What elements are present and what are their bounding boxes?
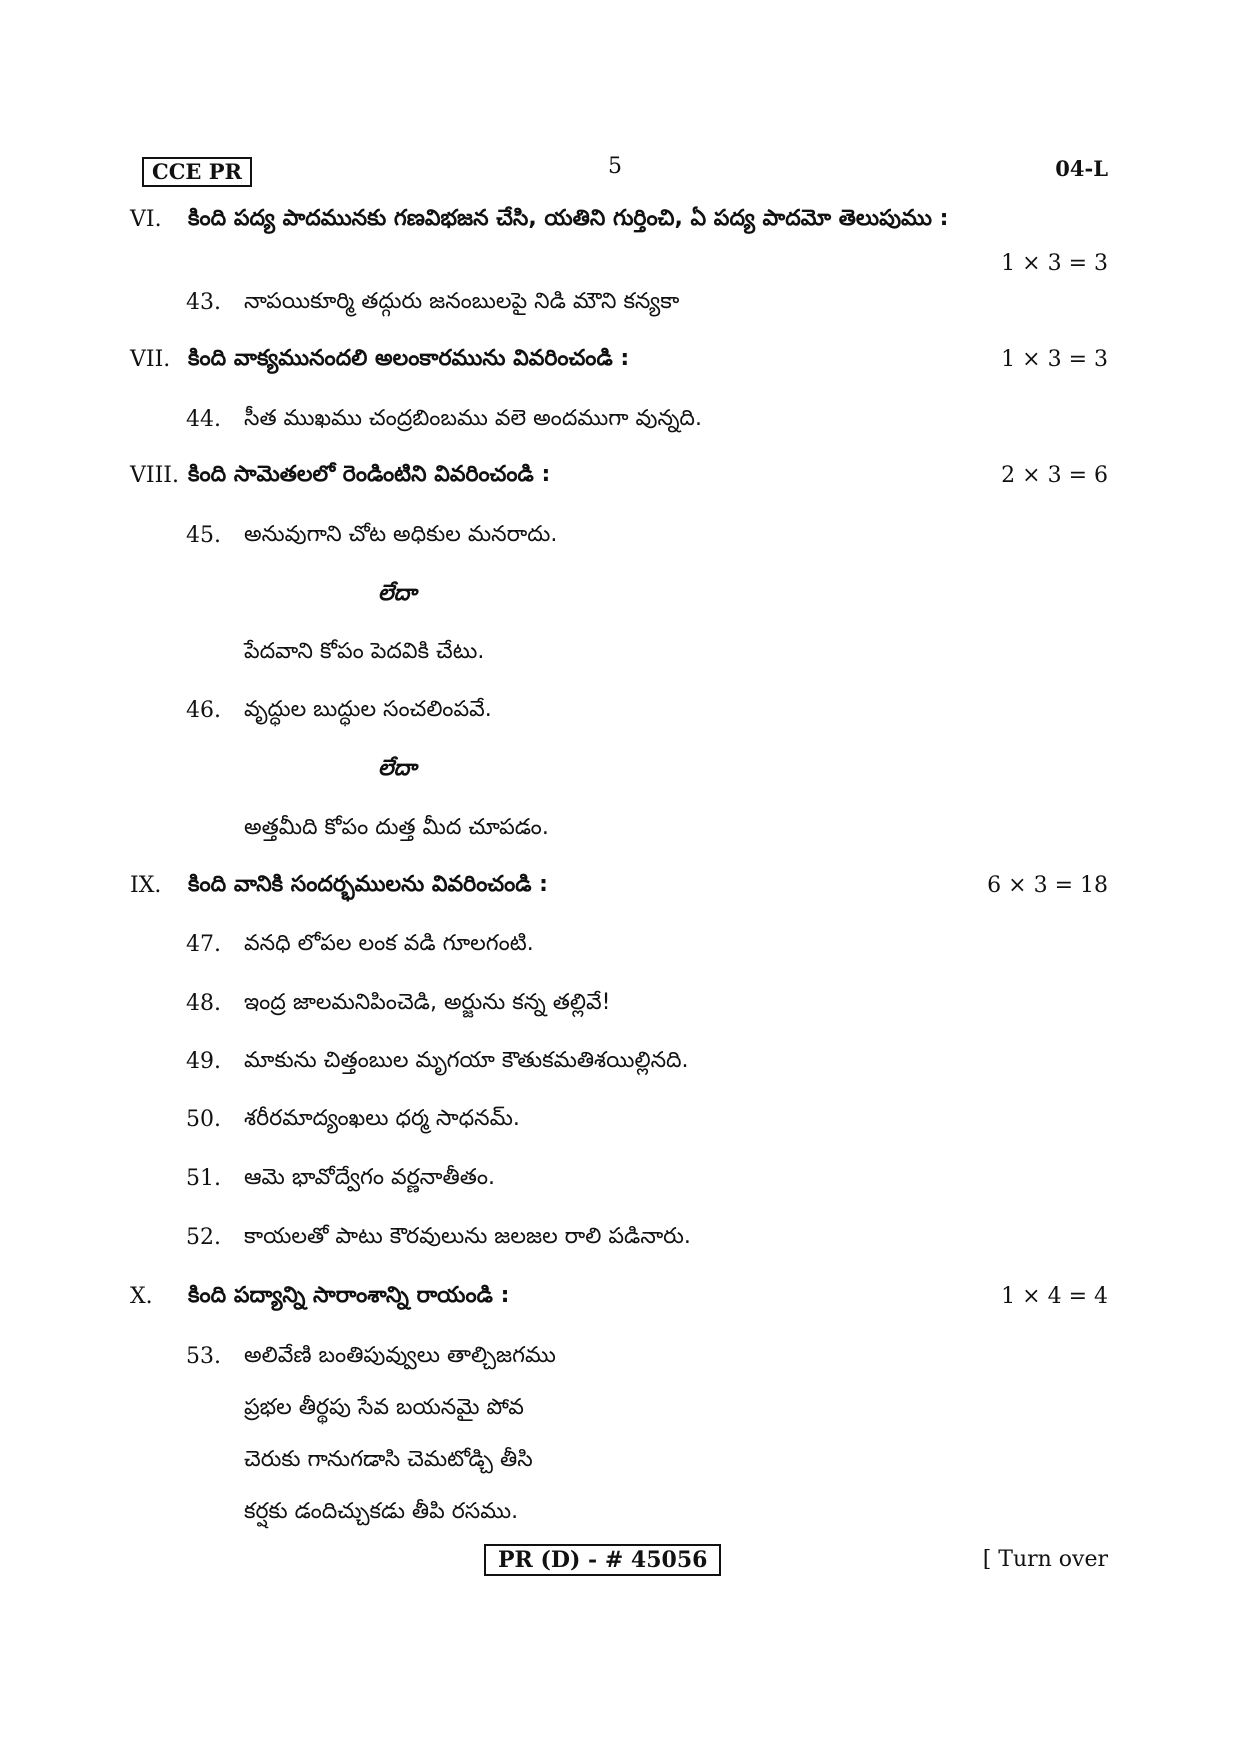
paper-code: CCE PR xyxy=(152,159,242,184)
section-x-marks: 1 × 4 = 4 xyxy=(1001,1284,1108,1309)
question-text: నాపయికూర్మి తద్గురు జనంబులపై నిడి మౌని కన్యకా xyxy=(244,289,680,314)
section-vi-number: VI. xyxy=(130,207,162,232)
question-number: 53. xyxy=(186,1344,221,1369)
question-number: 43. xyxy=(186,290,221,315)
turn-over-label: [ Turn over xyxy=(982,1547,1108,1572)
question-number: 46. xyxy=(186,698,221,723)
question-text: సీత ముఖము చంద్రబింబము వలె అందముగా వున్నది. xyxy=(244,406,702,431)
question-number: 51. xyxy=(186,1166,221,1191)
question-number: 45. xyxy=(186,523,221,548)
section-ix-instruction: కింది వానికి సందర్భములను వివరించండి : xyxy=(188,872,548,897)
section-vii-instruction: కింది వాక్యమునందలి అలంకారమును వివరించండి : xyxy=(188,346,630,371)
question-text: ఆమె భావోద్వేగం వర్ణనాతీతం. xyxy=(244,1165,496,1190)
question-text: కాయలతో పాటు కౌరవులును జలజల రాలి పడినారు. xyxy=(244,1224,691,1249)
question-number: 49. xyxy=(186,1049,221,1074)
poem-line: చెరుకు గానుగడాసి చెమటోడ్చి తీసి xyxy=(244,1447,533,1472)
question-text: మాకును చిత్తంబుల మృగయా కౌతుకమతిశయిల్లినది. xyxy=(244,1048,689,1073)
section-viii-instruction: కింది సామెతలలో రెండింటిని వివరించండి : xyxy=(188,462,551,487)
section-viii-number: VIII. xyxy=(130,463,179,488)
section-vii-number: VII. xyxy=(130,347,171,372)
question-text: వృద్ధుల బుద్ధుల సంచలింపవే. xyxy=(244,697,492,722)
question-number: 47. xyxy=(186,932,221,957)
section-x-instruction: కింది పద్యాన్ని సారాంశాన్ని రాయండి : xyxy=(188,1283,510,1308)
paper-code-box xyxy=(142,157,252,187)
page-number: 5 xyxy=(608,154,622,179)
footer-code: PR (D) - # 45056 xyxy=(498,1547,708,1573)
poem-line: ప్రభల తీర్థపు సేవ బయనమై పోవ xyxy=(244,1395,524,1420)
section-vi-instruction: కింది పద్య పాదమునకు గణవిభజన చేసి, యతిని గుర్తించి, ఏ పద్య పాదమో తెలుపుము : xyxy=(188,206,949,231)
question-text: శరీరమాద్యంఖలు ధర్మ సాధనమ్. xyxy=(244,1106,520,1131)
section-vii-marks: 1 × 3 = 3 xyxy=(1001,347,1108,372)
question-text: వనధి లోపల లంక వడి గూలగంటి. xyxy=(244,931,534,956)
question-text: అనువుగాని చోట అధికుల మనరాదు. xyxy=(244,522,558,547)
section-ix-number: IX. xyxy=(130,873,162,898)
question-number: 50. xyxy=(186,1107,221,1132)
or-label: లేదా xyxy=(378,756,417,781)
question-text: ఇంద్ర జాలమనిపించెడి, అర్జును కన్న తల్లివే! xyxy=(244,990,611,1015)
question-number: 52. xyxy=(186,1225,221,1250)
section-x-number: X. xyxy=(130,1284,153,1309)
section-vi-marks: 1 × 3 = 3 xyxy=(1001,251,1108,276)
poem-line: కర్షకు డందిచ్చుకడు తీపి రసము. xyxy=(244,1499,519,1524)
alternative-text: అత్తమీది కోపం దుత్త మీద చూపడం. xyxy=(244,815,549,840)
alternative-text: పేదవాని కోపం పెదవికి చేటు. xyxy=(244,639,485,664)
poem-line: అలివేణి బంతిపువ్వులు తాల్చిజగము xyxy=(244,1343,556,1368)
subject-code: 04-L xyxy=(1055,156,1108,181)
section-ix-marks: 6 × 3 = 18 xyxy=(987,873,1108,898)
question-number: 48. xyxy=(186,991,221,1016)
question-number: 44. xyxy=(186,407,221,432)
footer-code-box xyxy=(484,1544,721,1576)
section-viii-marks: 2 × 3 = 6 xyxy=(1001,463,1108,488)
or-label: లేదా xyxy=(378,581,417,606)
